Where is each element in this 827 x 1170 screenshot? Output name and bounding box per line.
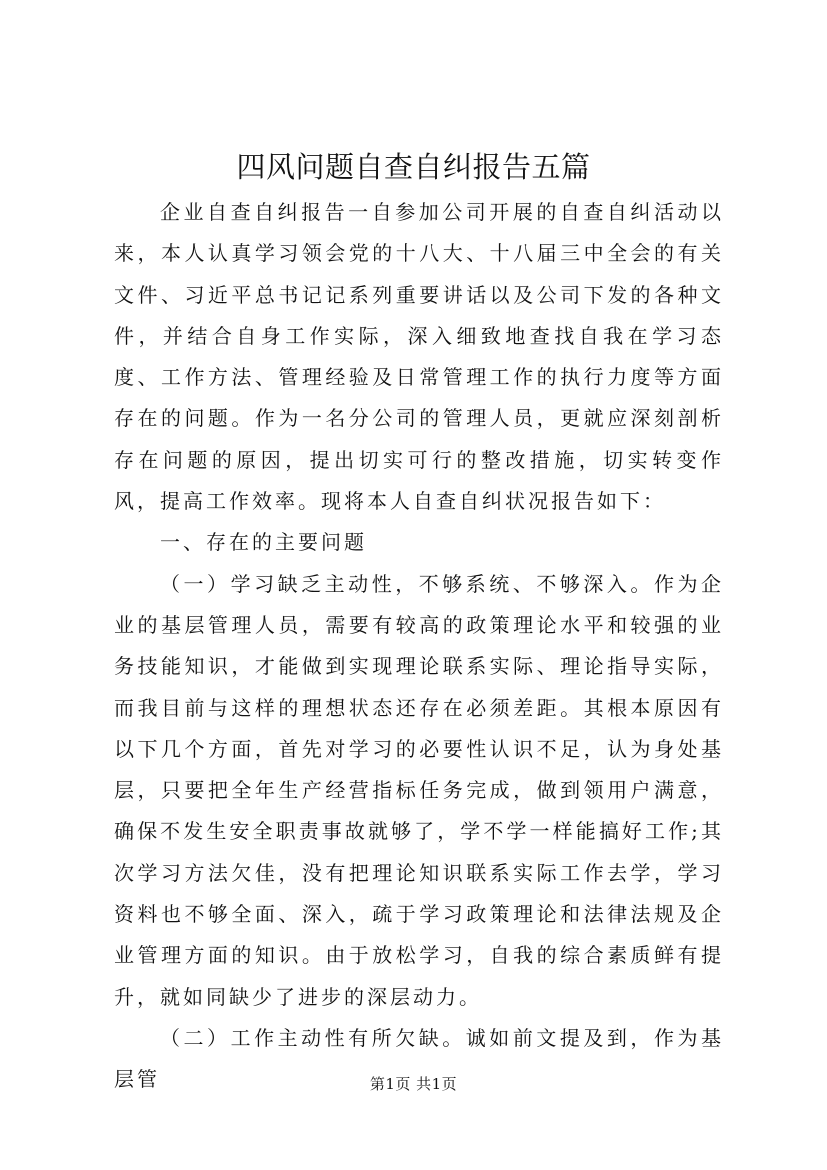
page-title: 四风问题自查自纠报告五篇 <box>236 150 591 184</box>
paragraph-intro: 企业自查自纠报告一自参加公司开展的自查自纠活动以来，本人认真学习领会党的十八大、十八届三中全会的有关文件、习近平总书记记系列重要讲话以及公司下发的各种文件，并结合自身工作实际，深入细致地查找自我在学习态度、工作方法、管理经验及日常管理工作的执行力度等方面存在的问题。作为一名分公司的管理人员，更就应深刻剖析存在问题的原因，提出切实可行的整改措施，切实转变作风，提高工作效率。现将本人自查自纠状况报告如下： <box>114 200 724 514</box>
document-body <box>114 192 724 1101</box>
paragraph-initiative: （二）工作主动性有所欠缺。诚如前文提及到，作为基层管 <box>114 1025 724 1092</box>
section-heading-main-problems: 一、存在的主要问题 <box>160 530 367 555</box>
paragraph-learning: （一）学习缺乏主动性，不够系统、不够深入。作为企业的基层管理人员，需要有较高的政策理论水平和较强的业务技能知识，才能做到实现理论联系实际、理论指导实际，而我目前与这样的理想状态还存在必须差距。其根本原因有以下几个方面，首先对学习的必要性认识不足，认为身处基层，只要把全年生产经营指标任务完成，做到领用户满意，确保不发生安全职责事故就够了，学不学一样能搞好工作;其次学习方法欠佳，没有把理论知识联系实际工作去学，学习资料也不够全面、深入，疏于学习政策理论和法律法规及企业管理方面的知识。由于放松学习，自我的综合素质鲜有提升，就如同缺少了进步的深层动力。 <box>114 571 724 1009</box>
page-footer: 第1页 共1页 <box>369 1075 458 1093</box>
